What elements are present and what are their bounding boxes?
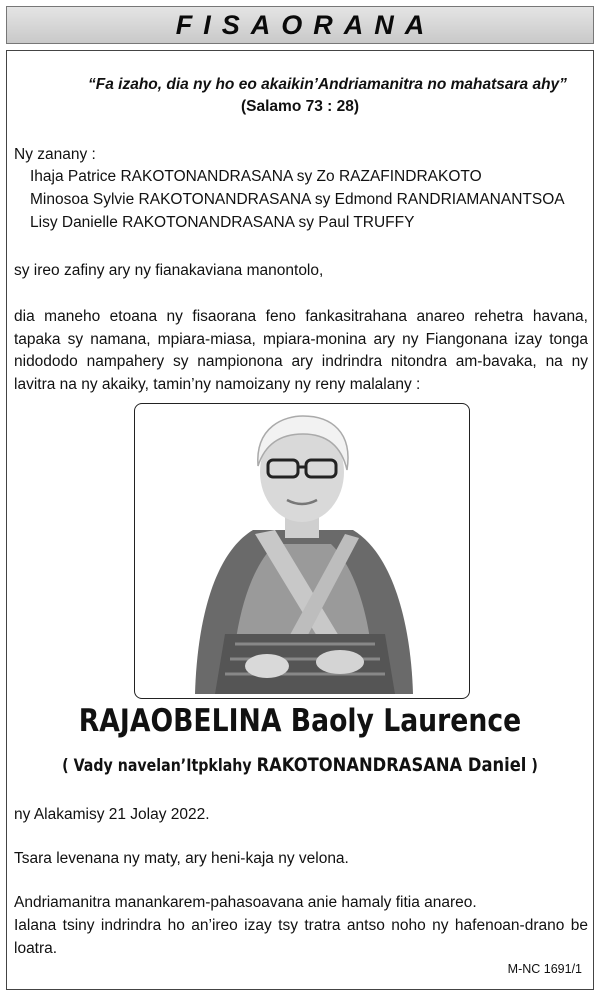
prayer-line: Tsara levenana ny maty, ary heni-kaja ny velona.: [14, 850, 349, 867]
child-line: Minosoa Sylvie RAKOTONANDRASANA sy Edmond RANDRIAMANANTSOA: [30, 191, 565, 208]
deceased-name: RAJAOBELINA Baoly Laurence: [78, 703, 522, 739]
child-line: Lisy Danielle RAKOTONANDRASANA sy Paul TRUFFY: [30, 214, 415, 231]
spouse-line: [42, 754, 558, 776]
spouse-line-close: ): [526, 756, 538, 775]
bible-reference: (Salamo 73 : 28): [241, 98, 360, 115]
reference-code: M-NC 1691/1: [507, 962, 582, 976]
blessing-line: Andriamanitra manankarem-pahasoavana anie hamaly fitia anareo.: [14, 894, 477, 911]
spouse-line-open: ( Vady navelan’Itpklahy: [62, 756, 257, 775]
bible-quote: “Fa izaho, dia ny ho eo akaikin’Andriamanitra no mahatsara ahy”: [88, 76, 567, 93]
family-line: sy ireo zafiny ary ny fianakaviana manontolo,: [14, 262, 324, 279]
thanks-paragraph: dia maneho etoana ny fisaorana feno fankasitrahana anareo rehetra havana, tapaka sy namana, mpiara-miasa, mpiara-monina ary ny Fiangonana izay tonga nidododo nampahery sy nampionona ary indrindra nitondra am-bavaka, na ny lavitra na ny akaiky, tamin’ny namoizany ny reny malalany :: [14, 308, 588, 393]
children-intro: Ny zanany :: [14, 146, 96, 163]
spouse-name: RAKOTONANDRASANA Daniel: [256, 754, 527, 776]
page-title: FISAORANA: [175, 9, 436, 40]
title-banner: [6, 6, 594, 44]
portrait-image: [135, 404, 470, 699]
apology-paragraph: Ialana tsiny indrindra ho an’ireo izay tsy tratra antso noho ny hafenoan-drano be loatra.: [14, 917, 588, 957]
date-line: ny Alakamisy 21 Jolay 2022.: [14, 806, 210, 823]
child-line: Ihaja Patrice RAKOTONANDRASANA sy Zo RAZAFINDRAKOTO: [30, 168, 482, 185]
portrait-photo: [134, 403, 470, 699]
